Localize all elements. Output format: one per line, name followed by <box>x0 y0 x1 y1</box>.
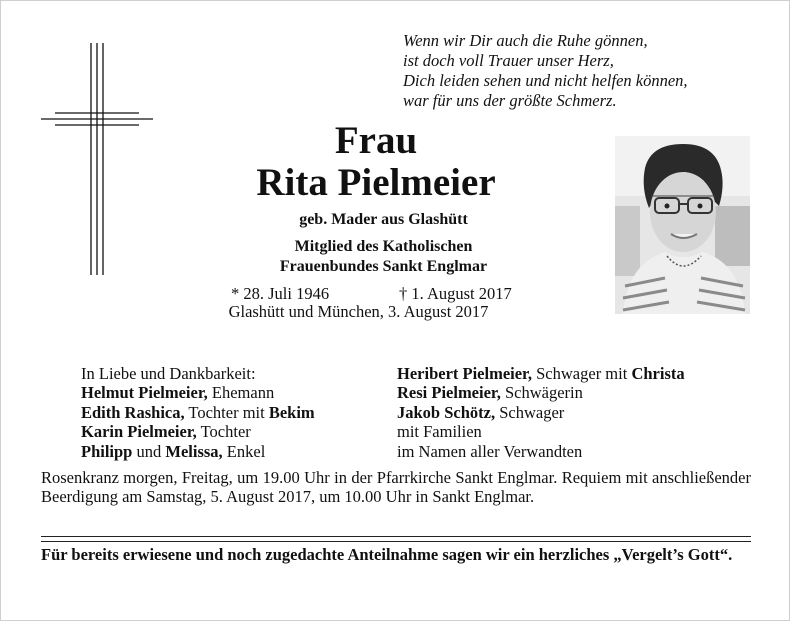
poem-line: Wenn wir Dir auch die Ruhe gönnen, <box>403 31 648 50</box>
survivors-left-column <box>81 364 386 461</box>
survivor-line: Edith Rashica, Tochter mit Bekim <box>81 402 315 422</box>
membership-line: Mitglied des Katholischen <box>294 238 473 255</box>
divider <box>41 536 751 537</box>
survivor-line: In Liebe und Dankbarkeit: <box>81 364 256 383</box>
death-date: † 1. August 2017 <box>399 284 512 303</box>
survivor-line: Heribert Pielmeier, Schwager mit Christa <box>397 364 685 383</box>
poem-line: ist doch voll Trauer unser Herz, <box>403 51 614 70</box>
place-date-text: Glashütt und München, 3. August 2017 <box>228 302 489 321</box>
poem-line: Dich leiden sehen und nicht helfen können, <box>403 71 688 90</box>
survivor-line: Philipp und Melissa, Enkel <box>81 441 266 461</box>
survivors-right-column <box>397 364 757 461</box>
survivor-line: mit Familien <box>397 422 482 442</box>
survivor-line: Helmut Pielmeier, Ehemann <box>81 383 275 403</box>
divider <box>41 541 751 542</box>
membership-line: Frauenbundes Sankt Englmar <box>279 258 488 275</box>
survivor-line: Resi Pielmeier, Schwägerin <box>397 383 583 403</box>
poem-line: war für uns der größte Schmerz. <box>403 91 617 110</box>
place-date <box>191 302 526 322</box>
portrait-photo <box>615 136 750 314</box>
thanks-note: Für bereits erwiesene und noch zugedachte Anteilnahme sagen wir ein herzliches „Vergelt’s Gott“. <box>41 545 733 564</box>
deceased-name: Rita Pielmeier <box>256 161 496 204</box>
service-announcement: Rosenkranz morgen, Freitag, um 19.00 Uhr in der Pfarrkirche Sankt Englmar. Requiem mit anschließender Beerdigung am Samstag, 5. August 2017, um 10.00 Uhr in Sankt Englmar. <box>41 468 751 507</box>
membership <box>211 237 556 277</box>
salutation: Frau <box>334 119 418 162</box>
memorial-poem <box>403 31 773 111</box>
survivor-line: Jakob Schötz, Schwager <box>397 402 565 422</box>
birth-date: * 28. Juli 1946 <box>231 284 330 303</box>
survivor-line: im Namen aller Verwandten <box>397 441 583 461</box>
survivor-line: Karin Pielmeier, Tochter <box>81 422 251 442</box>
birth-name: geb. Mader aus Glashütt <box>299 211 468 228</box>
